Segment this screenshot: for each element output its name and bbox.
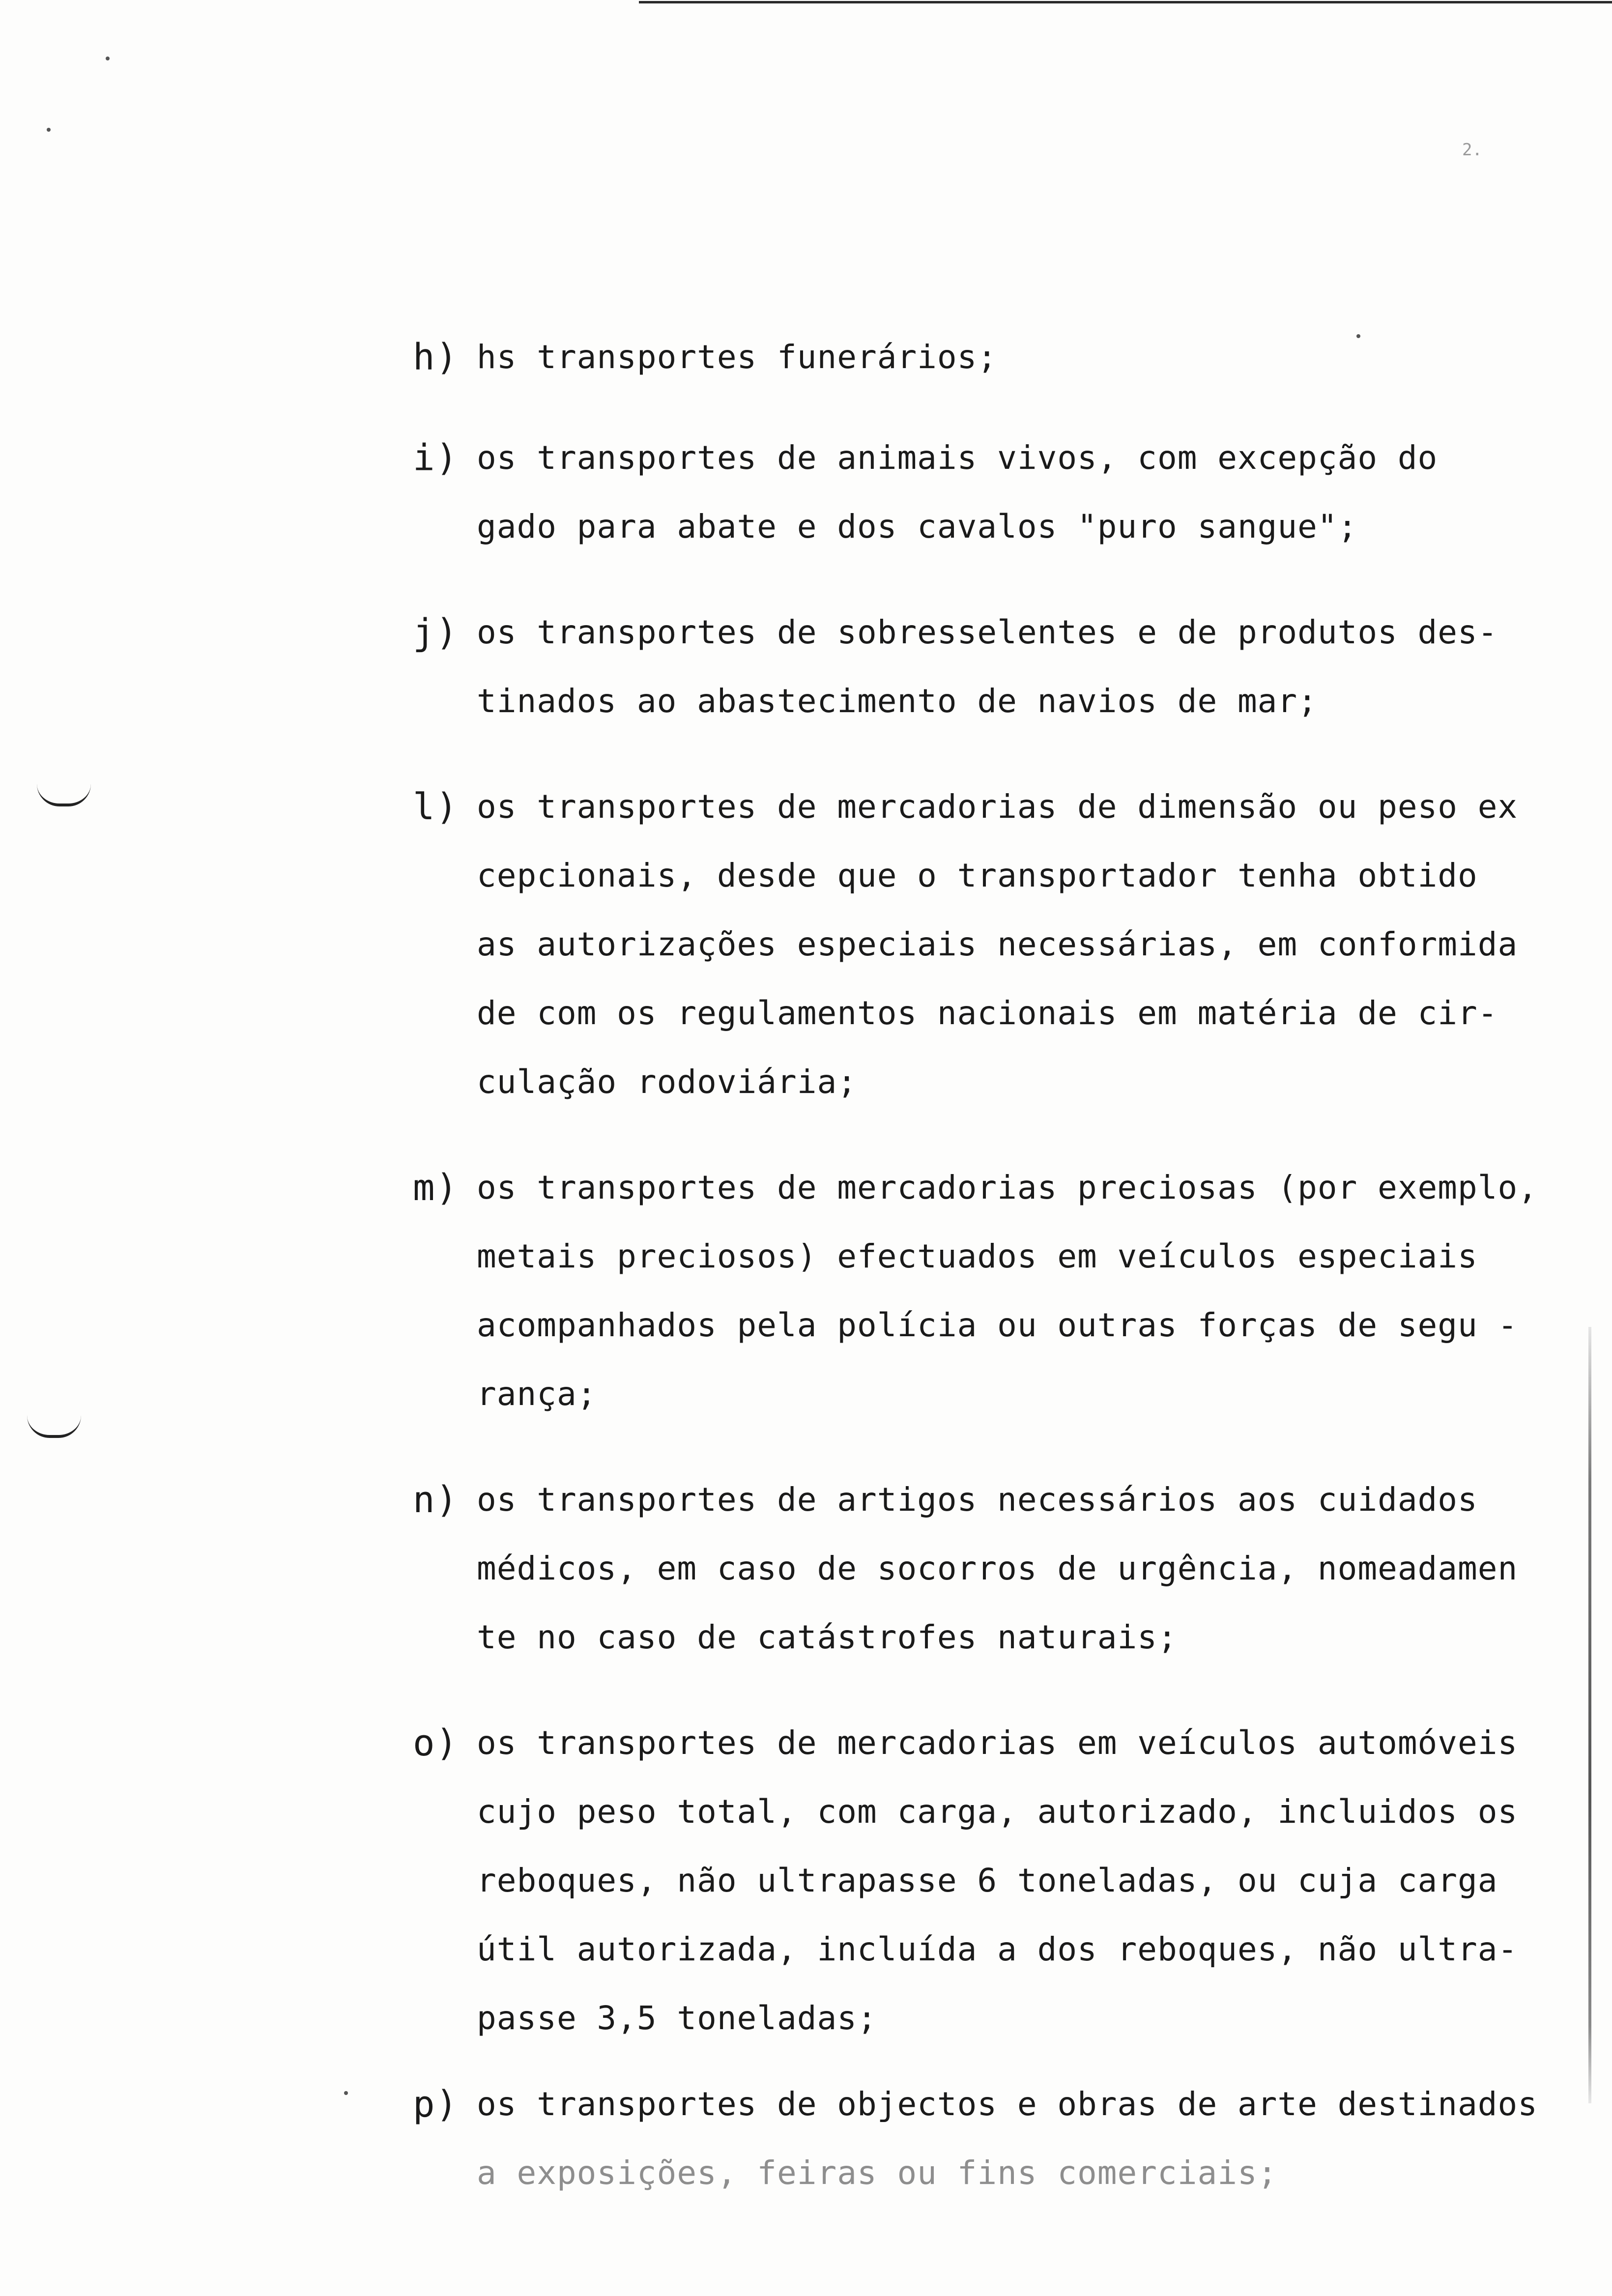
punch-hole-mark xyxy=(37,784,91,806)
right-edge-shadow xyxy=(1588,1327,1591,2103)
punch-hole-mark xyxy=(27,1415,81,1438)
page-number: 2. xyxy=(1462,140,1482,160)
item-text-line: de com os regulamentos nacionais em matéria de cir- xyxy=(477,994,1498,1032)
speck-mark xyxy=(344,2091,348,2095)
item-text-line: culação rodoviária; xyxy=(477,1063,857,1101)
item-text-line: os transportes de artigos necessários aos cuidados xyxy=(477,1481,1478,1519)
item-text-line: cujo peso total, com carga, autorizado, incluidos os xyxy=(477,1793,1518,1831)
item-text-line: passe 3,5 toneladas; xyxy=(477,1999,877,2037)
item-text-line: as autorizações especiais necessárias, em conformida xyxy=(477,925,1518,963)
item-label: i) xyxy=(413,437,459,479)
item-text-line: os transportes de mercadorias em veículos automóveis xyxy=(477,1724,1518,1762)
item-text-line: rança; xyxy=(477,1375,597,1413)
item-label: m) xyxy=(413,1167,459,1209)
item-label: h) xyxy=(413,336,459,378)
speck-mark xyxy=(106,57,110,60)
item-text-line: os transportes de mercadorias de dimensão ou peso ex xyxy=(477,788,1518,826)
item-text-line: reboques, não ultrapasse 6 toneladas, ou cuja carga xyxy=(477,1862,1498,1899)
item-text-line: metais preciosos) efectuados em veículos especiais xyxy=(477,1237,1478,1275)
item-text-line: te no caso de catástrofes naturais; xyxy=(477,1618,1178,1656)
speck-mark xyxy=(47,128,51,132)
item-text-line: hs transportes funerários; xyxy=(477,338,998,376)
item-text-line: os transportes de sobresselentes e de produtos des- xyxy=(477,613,1498,651)
top-edge-rule xyxy=(639,1,1612,3)
item-label: j) xyxy=(413,611,459,654)
item-text-line: os transportes de animais vivos, com excepção do xyxy=(477,439,1438,477)
item-text-line: os transportes de objectos e obras de arte destinados xyxy=(477,2085,1538,2123)
item-text-line: cepcionais, desde que o transportador tenha obtido xyxy=(477,857,1478,894)
item-label: p) xyxy=(413,2083,459,2125)
item-text-line: gado para abate e dos cavalos "puro sangue"; xyxy=(477,508,1358,545)
item-text-line: tinados ao abastecimento de navios de mar; xyxy=(477,682,1318,720)
item-text-line: acompanhados pela polícia ou outras forças de segu - xyxy=(477,1306,1518,1344)
item-label: l) xyxy=(413,786,459,828)
item-text-line: os transportes de mercadorias preciosas (por exemplo, xyxy=(477,1169,1538,1206)
item-text-line: útil autorizada, incluída a dos reboques, não ultra- xyxy=(477,1930,1518,1968)
item-label: o) xyxy=(413,1722,459,1764)
item-text-line: médicos, em caso de socorros de urgência, nomeadamen xyxy=(477,1550,1518,1587)
item-label: n) xyxy=(413,1479,459,1521)
item-text-line: a exposições, feiras ou fins comerciais; xyxy=(477,2154,1278,2192)
speck-mark xyxy=(1356,334,1360,338)
